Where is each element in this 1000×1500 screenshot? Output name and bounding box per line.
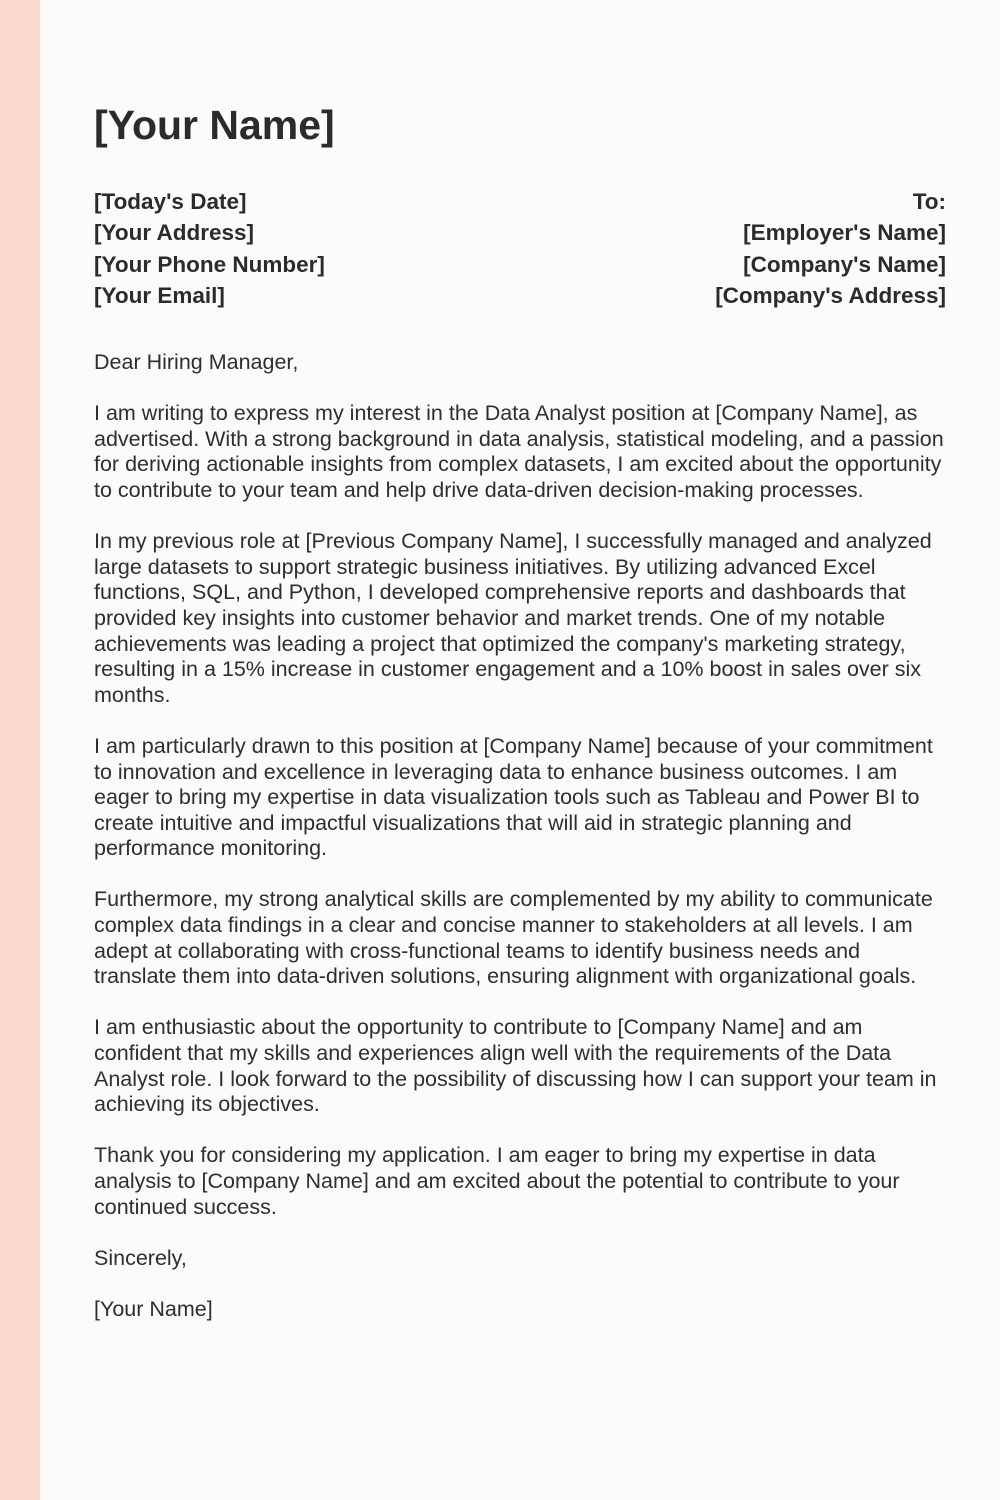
sender-name-heading: [Your Name] xyxy=(94,102,335,148)
body-paragraph-introduction: I am writing to express my interest in the Data Analyst position at [Company Name], as advertised. With a strong background in data analysis, statistical modeling, and a passion for deriving actionable insights from complex datasets, I am excited about the opportunity to contribute to your team and help drive data-driven decision-making processes. xyxy=(94,401,944,502)
body-paragraph-motivation: I am particularly drawn to this position at [Company Name] because of your commitment to innovation and excellence in leveraging data to enhance business outcomes. I am eager to bring my expertise in data visualization tools such as Tableau and Power BI to create intuitive and impactful visualizations that will aid in strategic planning and performance monitoring. xyxy=(94,733,933,861)
sender-phone: [Your Phone Number] xyxy=(94,251,325,277)
recipient-contact-details xyxy=(715,186,946,311)
letter-body xyxy=(94,350,946,1348)
salutation: Dear Hiring Manager, xyxy=(94,350,299,374)
closing: Sincerely, xyxy=(94,1245,187,1270)
contact-block xyxy=(94,186,946,311)
recipient-to-label: To: xyxy=(912,189,946,214)
sender-address: [Your Address] xyxy=(94,220,255,246)
sender-date: [Today's Date] xyxy=(94,189,247,214)
accent-side-stripe xyxy=(0,0,40,1500)
sender-contact-details xyxy=(94,186,325,311)
body-paragraph-skills: Furthermore, my strong analytical skills are complemented by my ability to communicate complex data findings in a clear and concise manner to stakeholders at all levels. I am adept at collaborating with cross-functional teams to identify business needs and translate them into data-driven solutions, ensuring alignment with organizational goals. xyxy=(94,887,933,989)
body-paragraph-enthusiasm: I am enthusiastic about the opportunity to contribute to [Company Name] and am confident that my skills and experiences align well with the requirements of the Data Analyst role. I look forward to the possibility of discussing how I can support your team in achieving its objectives. xyxy=(94,1015,937,1117)
body-paragraph-thanks: Thank you for considering my application. I am eager to bring my expertise in data analysis to [Company Name] and am excited about the potential to contribute to your continued success. xyxy=(94,1143,900,1219)
sender-email: [Your Email] xyxy=(94,282,225,308)
signature-name: [Your Name] xyxy=(94,1296,213,1321)
recipient-employer-name: [Employer's Name] xyxy=(743,220,946,246)
body-paragraph-experience: In my previous role at [Previous Company Name], I successfully managed and analyzed large datasets to support strategic business initiatives. By utilizing advanced Excel functions, SQL, and Python, I developed comprehensive reports and dashboards that provided key insights into customer behavior and market trends. One of my notable achievements was leading a project that optimized the company's marketing strategy, resulting in a 15% increase in customer engagement and a 10% boost in sales over six months. xyxy=(94,529,932,707)
recipient-company-name: [Company's Name] xyxy=(743,251,946,277)
recipient-company-address: [Company's Address] xyxy=(715,282,946,308)
